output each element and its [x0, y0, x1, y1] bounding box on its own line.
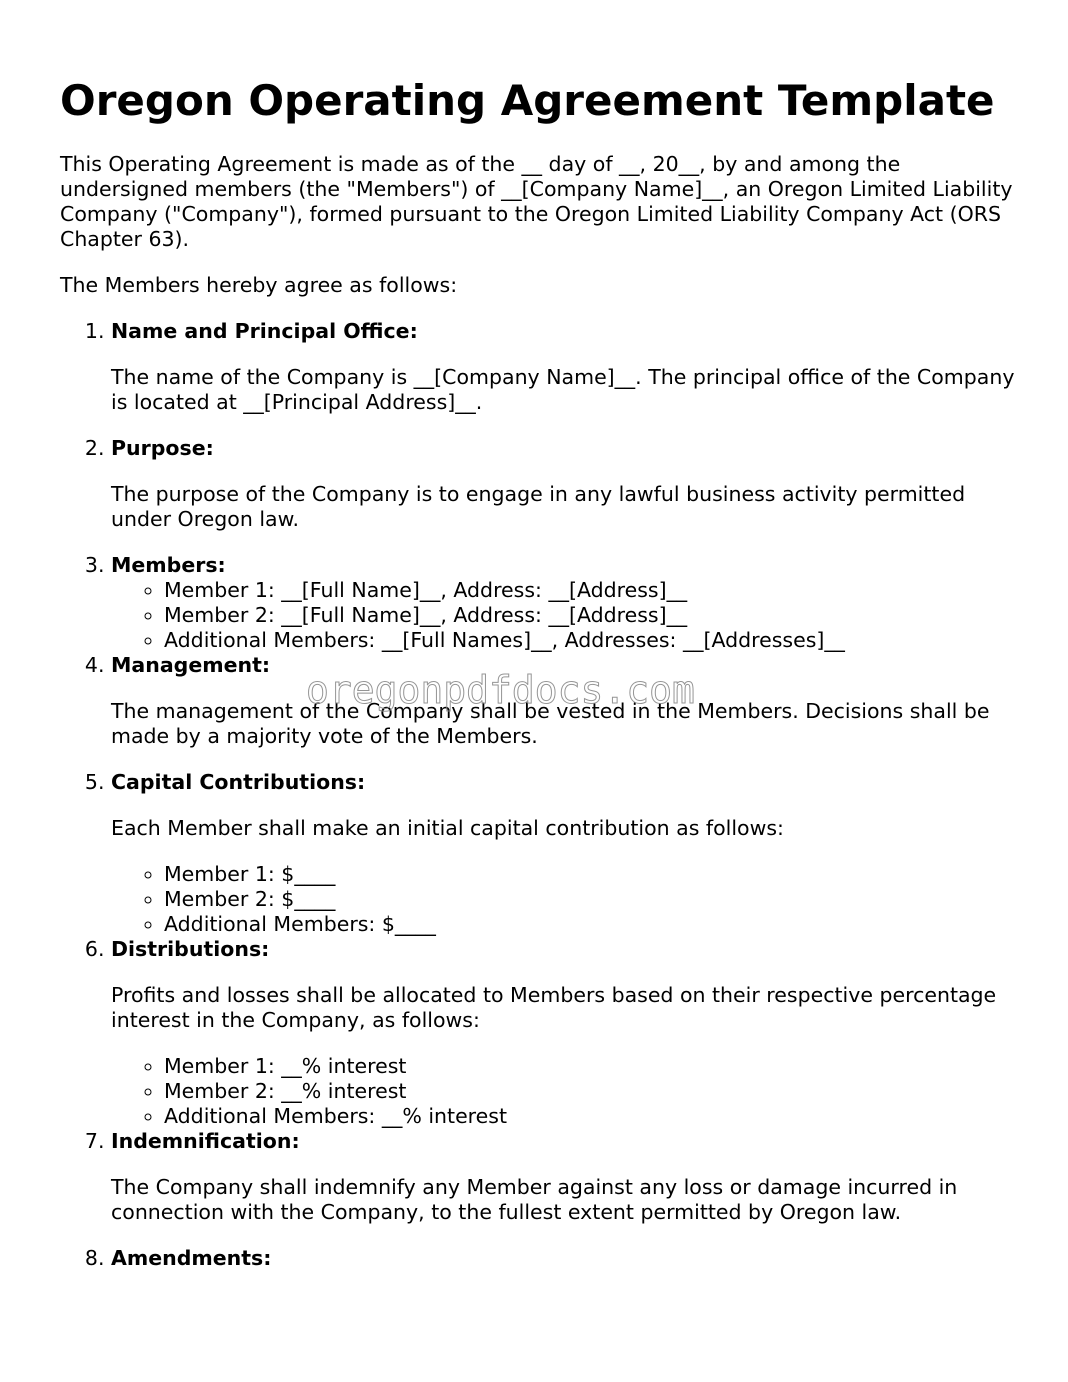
section-management [111, 653, 1020, 749]
section-title: 2. Purpose: [111, 436, 214, 460]
list-item: ◦ Member 1: __[Full Name]__, Address: __[Address]__ [164, 578, 1020, 603]
contributions-list [111, 862, 1020, 937]
list-item: ◦ Additional Members: $____ [164, 912, 1020, 937]
section-capital-contributions [111, 770, 1020, 937]
section-members [111, 553, 1020, 653]
section-title: 3. Members: [111, 553, 226, 577]
list-item: ◦ Member 1: $____ [164, 862, 1020, 887]
section-amendments [111, 1246, 1020, 1271]
section-title: 6. Distributions: [111, 937, 270, 961]
section-title: 1. Name and Principal Office: [111, 319, 418, 343]
distributions-list [111, 1054, 1020, 1129]
sections-list [60, 319, 1020, 1271]
section-indemnification [111, 1129, 1020, 1225]
intro-paragraph: This Operating Agreement is made as of the __ day of __, 20__, by and among the undersigned members (the "Members") of __[Company Name]__, an Oregon Limited Liability Company ("Company"), formed pursuant to the Oregon Limited Liability Company Act (ORS Chapter 63). [60, 152, 1013, 251]
section-distributions [111, 937, 1020, 1129]
section-body: The purpose of the Company is to engage in any lawful business activity permitted under Oregon law. [111, 482, 966, 531]
document-title: Oregon Operating Agreement Template [60, 76, 995, 125]
section-body: Profits and losses shall be allocated to Members based on their respective percentage interest in the Company, as follows: [111, 983, 997, 1032]
section-title: 4. Management: [111, 653, 271, 677]
watermark: oregonpdfdocs.com [306, 668, 695, 712]
list-item: ◦ Additional Members: __[Full Names]__, Addresses: __[Addresses]__ [164, 628, 1020, 653]
list-item: ◦ Member 2: $____ [164, 887, 1020, 912]
section-title: 7. Indemnification: [111, 1129, 300, 1153]
section-title: 5. Capital Contributions: [111, 770, 366, 794]
document-page [60, 72, 1020, 1271]
section-purpose [111, 436, 1020, 532]
section-body: The name of the Company is __[Company Name]__. The principal office of the Company is located at __[Principal Address]__. [111, 365, 1015, 414]
members-list [111, 578, 1020, 653]
section-body: The Company shall indemnify any Member against any loss or damage incurred in connection with the Company, to the fullest extent permitted by Oregon law. [111, 1175, 958, 1224]
list-item: ◦ Member 2: __% interest [164, 1079, 1020, 1104]
list-item: ◦ Additional Members: __% interest [164, 1104, 1020, 1129]
section-body: The management of the Company shall be vested in the Members. Decisions shall be made by a majority vote of the Members. [111, 699, 990, 748]
list-item: ◦ Member 2: __[Full Name]__, Address: __[Address]__ [164, 603, 1020, 628]
list-item: ◦ Member 1: __% interest [164, 1054, 1020, 1079]
section-name-office [111, 319, 1020, 415]
section-title: 8. Amendments: [111, 1246, 272, 1270]
section-body: Each Member shall make an initial capital contribution as follows: [111, 816, 784, 840]
agree-paragraph: The Members hereby agree as follows: [60, 273, 458, 297]
